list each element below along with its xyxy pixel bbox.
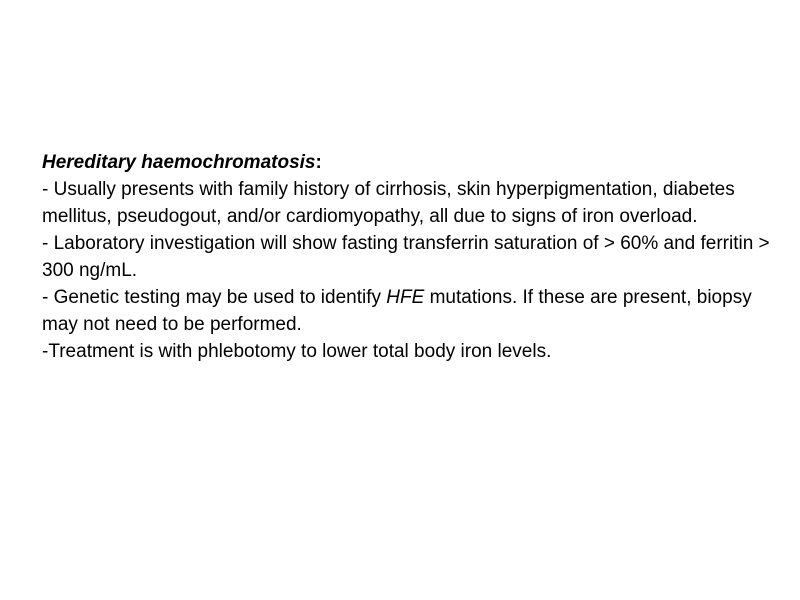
bullet-genetic-testing-before: - Genetic testing may be used to identify: [42, 287, 387, 308]
slide-title: Hereditary haemochromatosis: [42, 152, 316, 173]
hfe-gene-name: HFE: [386, 287, 425, 308]
bullet-presentation: - Usually presents with family history of cirrhosis, skin hyperpigmentation, diabetes mellitus, pseudogout, and/or cardiomyopathy, all due to signs of iron overload.: [42, 179, 735, 227]
bullet-laboratory: - Laboratory investigation will show fasting transferrin saturation of > 60% and ferritin > 300 ng/mL.: [42, 233, 770, 281]
bullet-genetic-testing: [42, 284, 772, 338]
slide-title-line: [42, 149, 772, 176]
slide-content: [42, 149, 772, 365]
bullet-treatment: -Treatment is with phlebotomy to lower total body iron levels.: [42, 341, 552, 362]
bullet-genetic-testing-after: mutations. If these are present, biopsy may not need to be performed.: [42, 287, 752, 335]
slide-title-colon: :: [315, 152, 322, 173]
